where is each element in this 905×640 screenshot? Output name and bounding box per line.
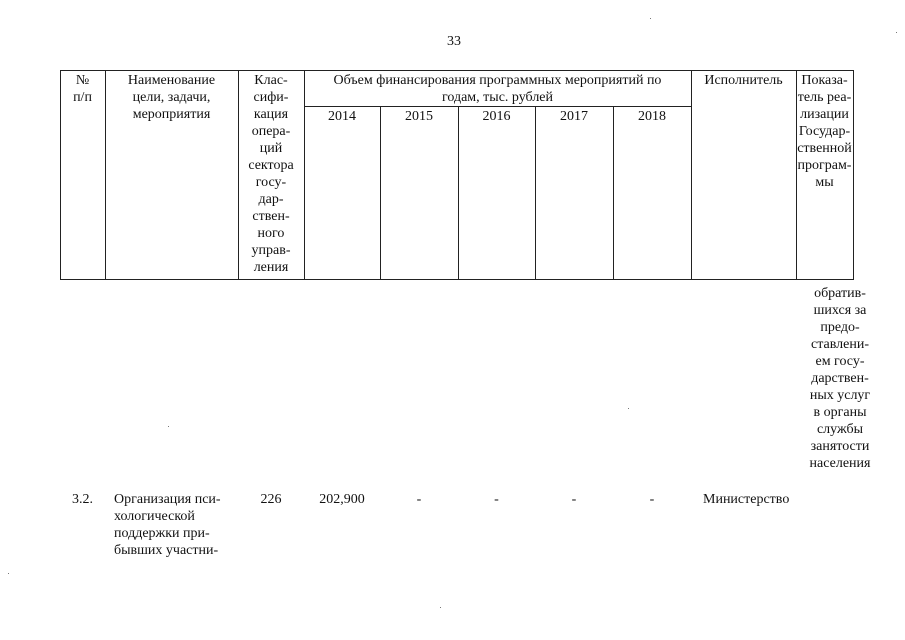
row-value-2015: - bbox=[416, 492, 422, 507]
row-value-2014: 202,900 bbox=[319, 492, 365, 507]
row-classification: 226 bbox=[260, 492, 282, 507]
header-year-2018: 2018 bbox=[638, 109, 666, 124]
header-num: № п/п bbox=[73, 73, 92, 105]
header-funding: Объем финансирования программных мероприятий по годам, тыс. рублей bbox=[333, 73, 662, 105]
scan-speck bbox=[440, 607, 441, 608]
row-number: 3.2. bbox=[72, 492, 93, 507]
scan-speck bbox=[628, 408, 629, 409]
header-name: Наименование цели, задачи, мероприятия bbox=[127, 73, 216, 122]
header-year-2017: 2017 bbox=[560, 109, 588, 124]
indicator-continuation: обратив- шихся за предо- ставлени- ем госу- дарствен- ных услуг в органы службы занятости населения bbox=[809, 286, 871, 471]
scan-speck bbox=[168, 426, 169, 427]
page-number: 33 bbox=[447, 34, 461, 49]
row-executor: Министерство bbox=[703, 492, 790, 507]
row-value-2018: - bbox=[649, 492, 655, 507]
header-year-2014: 2014 bbox=[328, 109, 356, 124]
header-executor: Исполнитель bbox=[704, 73, 783, 88]
scan-speck bbox=[8, 573, 9, 574]
row-value-2017: - bbox=[571, 492, 577, 507]
header-year-2015: 2015 bbox=[405, 109, 433, 124]
scan-speck bbox=[650, 18, 651, 19]
scan-speck bbox=[896, 32, 897, 33]
header-indicator: Показа- тель реа- лизации Государ- ственной програм- мы bbox=[797, 73, 852, 190]
header-classification: Клас- сифи- кация опера- ций сектора госу- дар- ствен- ного управ- ления bbox=[248, 73, 294, 275]
row-name: Организация пси- хологической поддержки при- бывших участни- bbox=[114, 492, 221, 558]
row-value-2016: - bbox=[494, 492, 499, 507]
header-year-2016: 2016 bbox=[482, 109, 511, 124]
